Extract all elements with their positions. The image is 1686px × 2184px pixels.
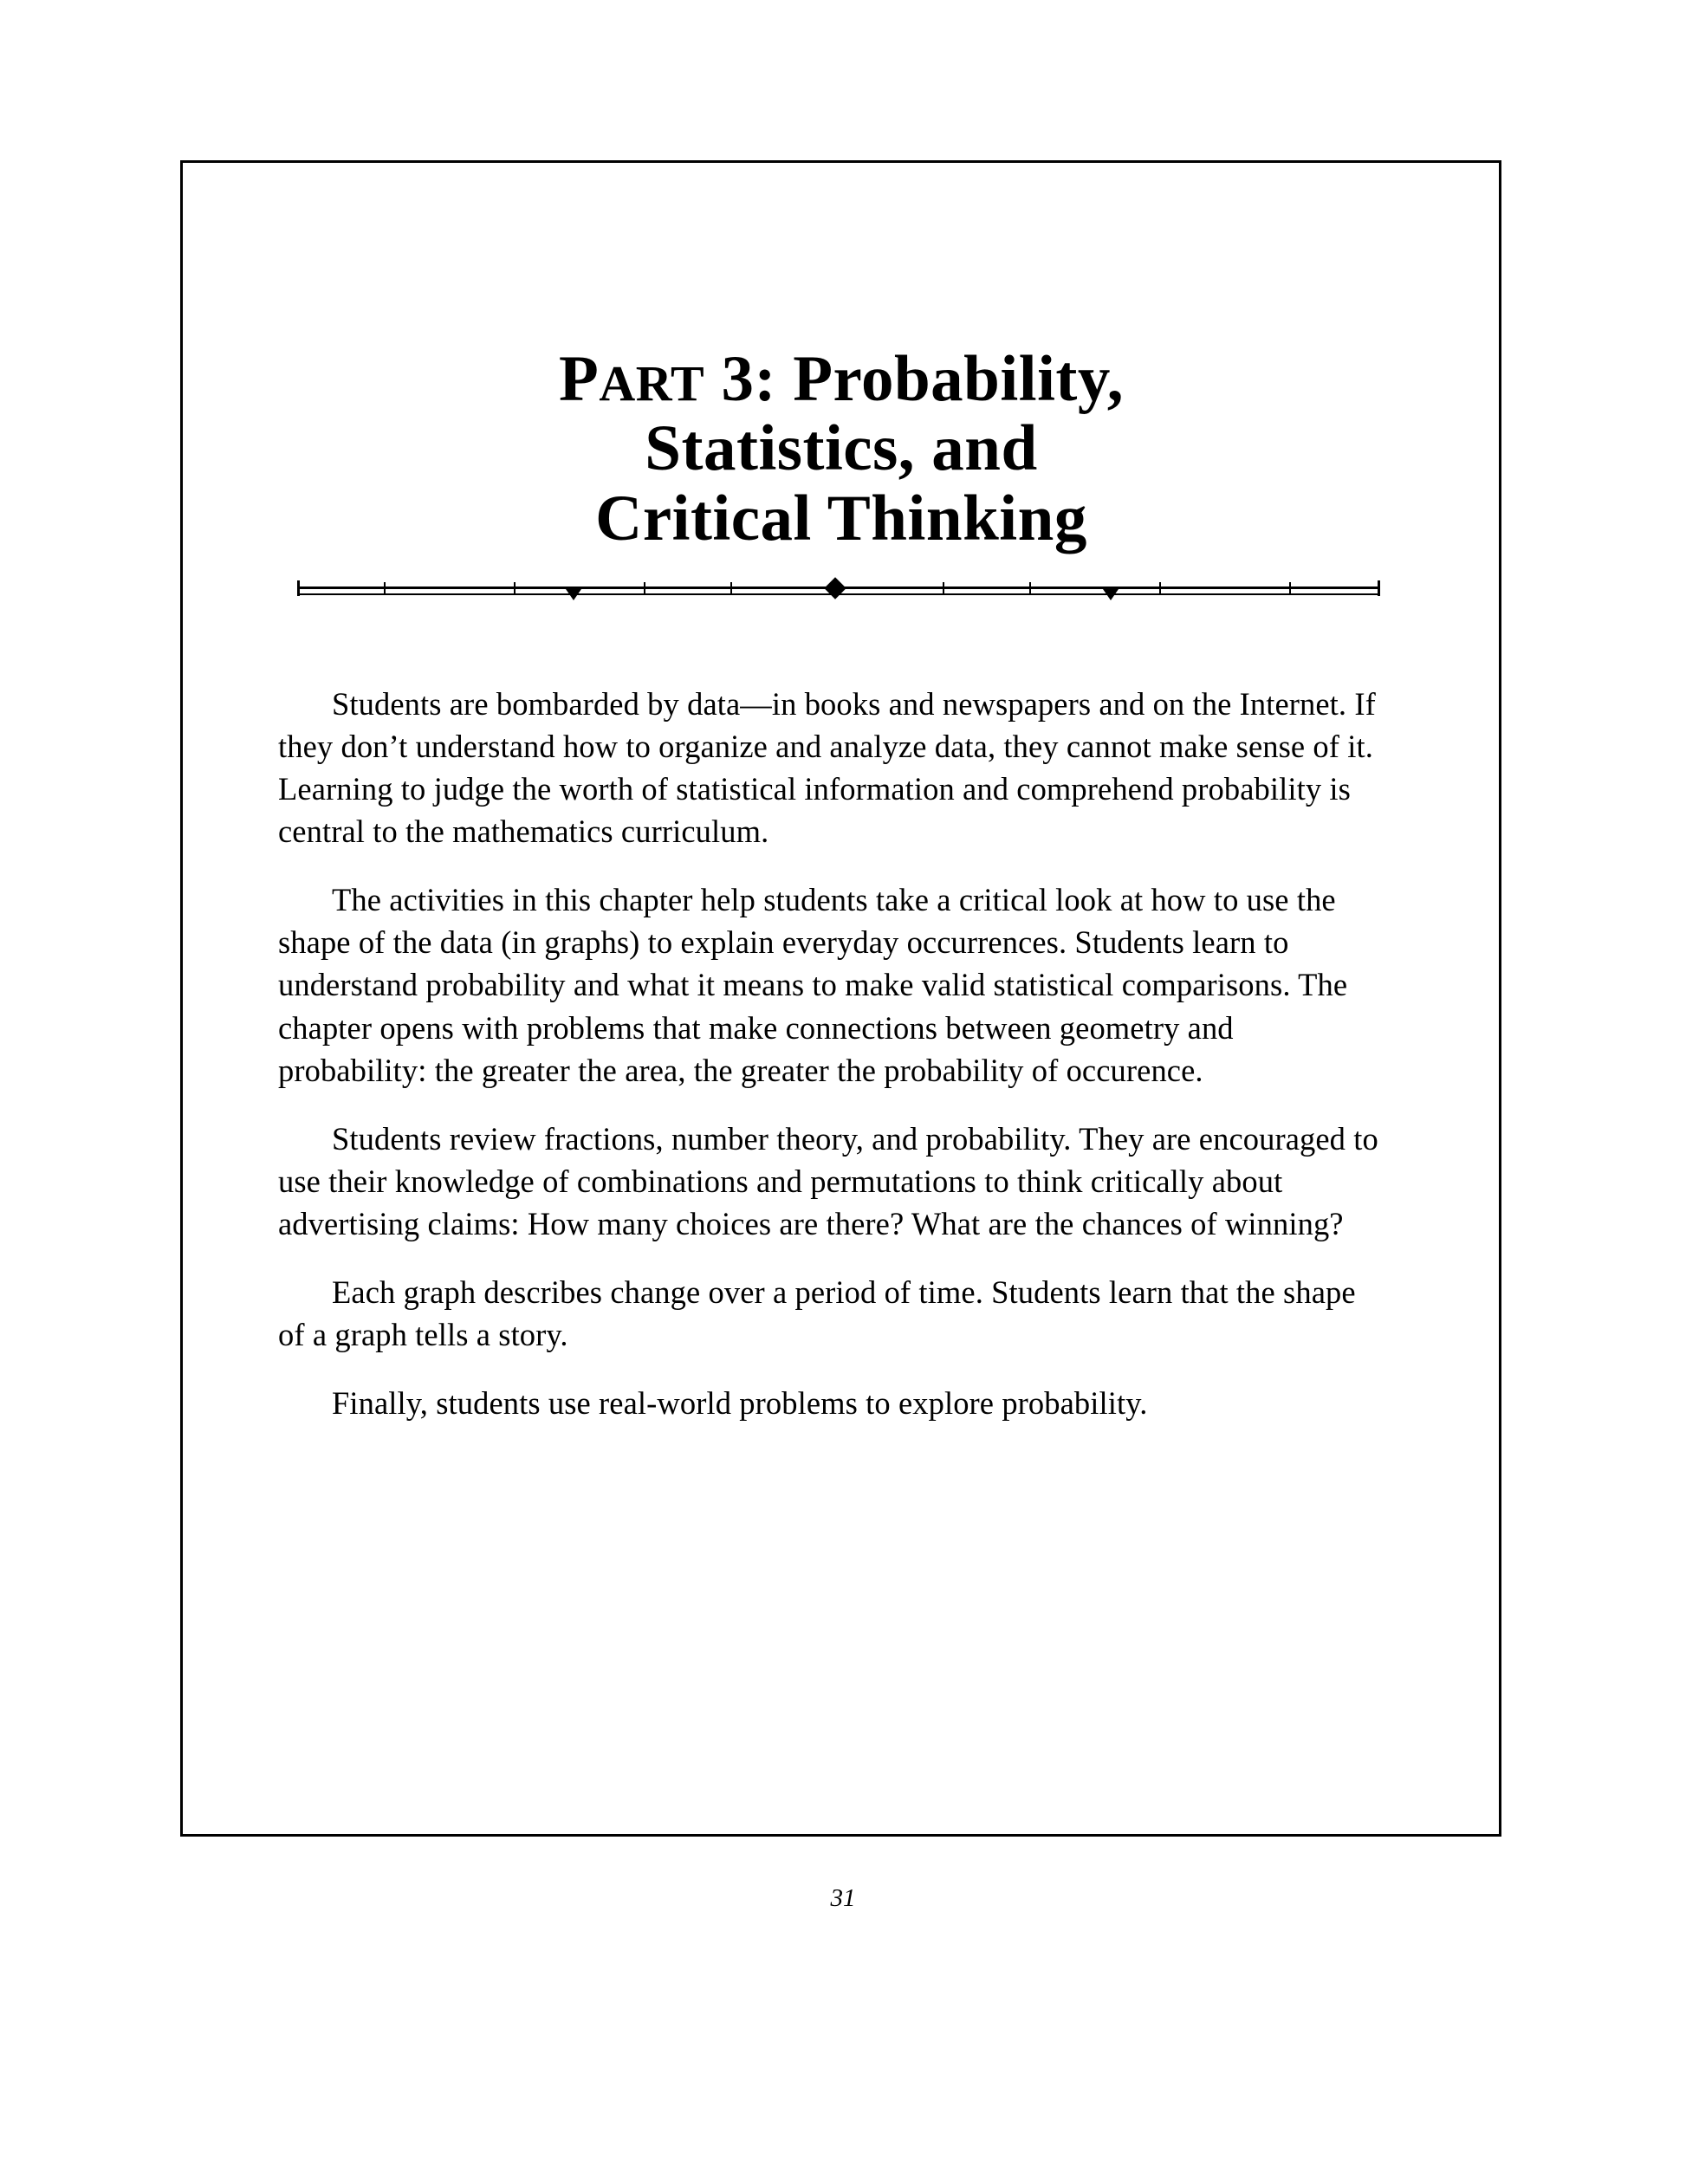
divider-tick xyxy=(644,582,645,595)
paragraph: The activities in this chapter help students take a critical look at how to use the shape of the data (in graphs) to explain everyday occurrences. Students learn to understand probability and what it means to make valid statistical comparisons. The chapter opens with problems that make connections between geometry and probability: the greater the area, the greater the probability of occurence. xyxy=(278,882,1348,1088)
divider-triangle-left xyxy=(566,589,581,600)
divider-tick xyxy=(1159,582,1161,595)
divider-triangle-right xyxy=(1103,589,1119,600)
divider-tick xyxy=(384,582,386,595)
content-inner xyxy=(278,163,1404,1834)
divider-tick xyxy=(1029,582,1031,595)
divider-end-cap-right xyxy=(1378,580,1380,596)
body-text xyxy=(278,683,1389,1424)
content-frame xyxy=(180,160,1501,1837)
title-initial: P xyxy=(559,343,600,415)
title-line-1-rest: 3: Probability, xyxy=(704,343,1124,415)
divider-tick xyxy=(730,582,732,595)
ornamental-divider xyxy=(297,575,1380,605)
title-line-3: Critical Thinking xyxy=(595,482,1087,554)
divider-tick xyxy=(1289,582,1291,595)
divider-end-cap-left xyxy=(297,580,300,596)
paragraph: Each graph describes change over a period of time. Students learn that the shape of a graph tells a story. xyxy=(278,1273,1356,1353)
page-number: 31 xyxy=(830,1884,856,1912)
page-title xyxy=(278,345,1404,554)
paragraph: Students are bombarded by data—in books and newspapers and on the Internet. If they don’t understand how to organize and analyze data, they cannot make sense of it. Learning to judge the worth of statistical information and comprehend probability is central to the mathematics curriculum. xyxy=(278,686,1376,850)
divider-tick xyxy=(514,582,516,595)
divider-tick xyxy=(943,582,944,595)
title-smallcaps: ART xyxy=(599,355,705,412)
divider-diamond xyxy=(824,577,846,599)
title-line-2: Statistics, and xyxy=(645,412,1038,485)
paragraph: Finally, students use real-world problems to explore probability. xyxy=(332,1385,1148,1422)
paragraph: Students review fractions, number theory, and probability. They are encouraged to use their knowledge of combinations and permutations to think critically about advertising claims: How many choices are there? What are the chances of winning? xyxy=(278,1120,1378,1241)
title-line-1 xyxy=(278,345,1404,414)
